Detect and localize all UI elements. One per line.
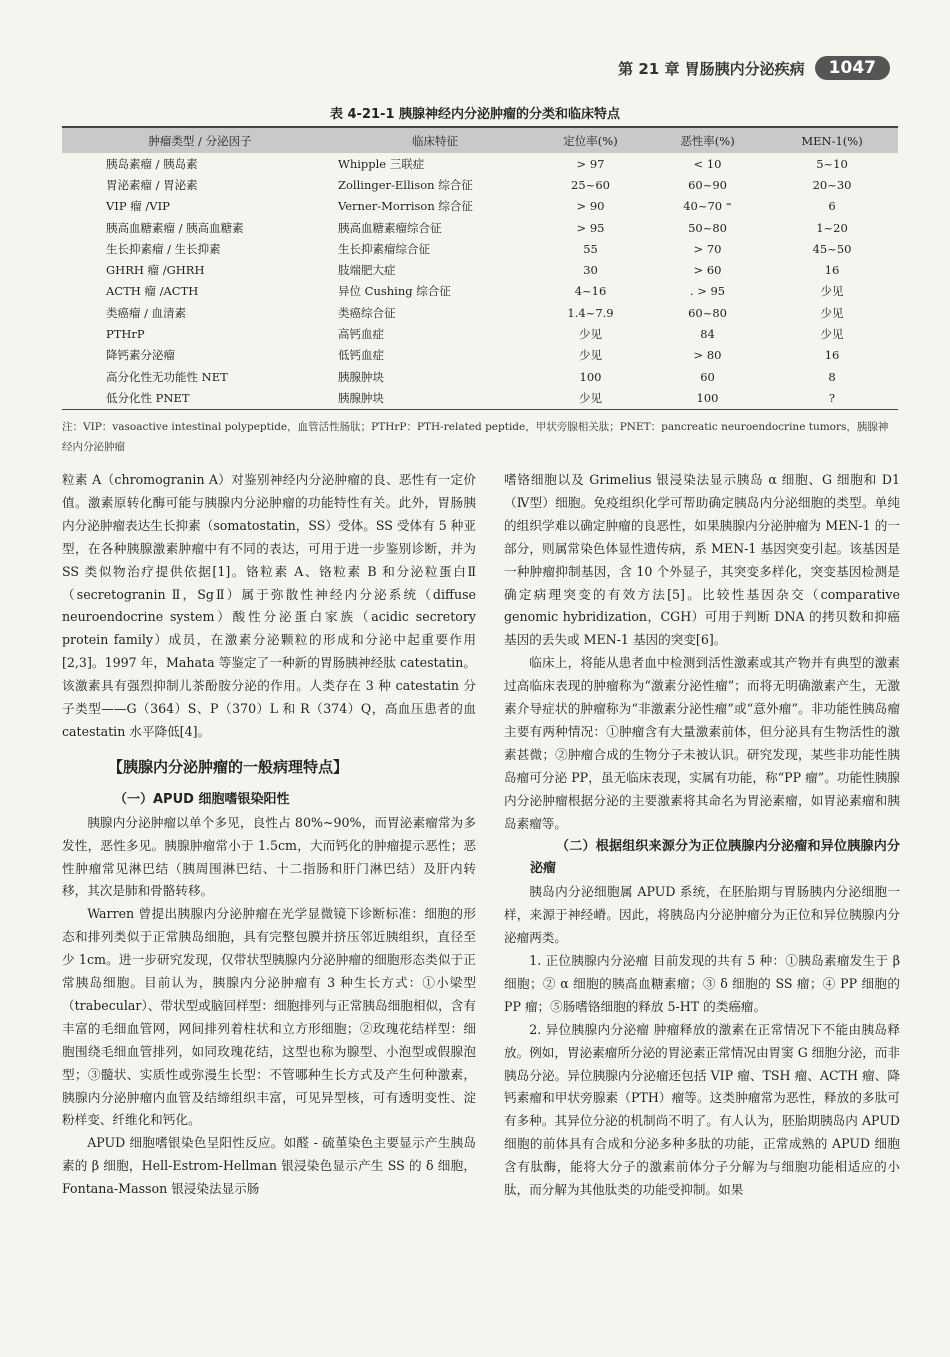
table-cell: 50~80 — [688, 220, 727, 235]
table-cell: 少见 — [532, 387, 649, 409]
table-cell: 4~16 — [574, 284, 607, 299]
subsection-heading: （一）APUD 细胞嗜银染阳性 — [114, 791, 290, 807]
table-cell: GHRH 瘤 /GHRH — [106, 263, 205, 278]
table-cell: 高分化性无功能性 NET — [106, 369, 228, 384]
table-cell: Whipple 三联症 — [338, 156, 425, 171]
table-cell: 胰腺肿块 — [338, 387, 532, 409]
table-caption: 表 4-21-1 胰腺神经内分泌肿瘤的分类和临床特点 — [329, 107, 621, 122]
left-column — [62, 469, 476, 1201]
table-cell: Zollinger-Ellison 综合征 — [338, 177, 473, 192]
table-cell: > 60 — [693, 263, 722, 278]
paragraph: APUD 细胞嗜银染色呈阳性反应。如醛 - 硫堇染色主要显示产生胰岛素的 β 细胞，Hell-Estrom-Hellman 银浸染色显示产生 SS 的 δ 细胞，Fontana-Masson 银浸染法显示肠 — [62, 1135, 476, 1197]
table-cell: 5~10 — [816, 156, 848, 171]
table-row — [62, 153, 898, 174]
table-cell: 少见 — [820, 327, 844, 342]
table-cell: 异位 Cushing 综合征 — [338, 284, 451, 299]
table-cell: 1~20 — [816, 220, 848, 235]
table-cell: 6 — [828, 199, 836, 214]
table-cell: 55 — [583, 241, 598, 256]
table-cell: 类癌综合征 — [338, 305, 396, 320]
classification-table — [62, 126, 898, 410]
table-cell: 胰高血糖素瘤 / 胰高血糖素 — [106, 220, 244, 235]
right-column — [504, 469, 900, 1202]
table-cell: 少见 — [579, 327, 602, 342]
table-cell: 25~60 — [571, 177, 610, 192]
table-cell: 低分化性 PNET — [62, 387, 338, 409]
table-row — [62, 196, 898, 217]
subsection-heading: （二）根据组织来源分为正位胰腺内分泌瘤和异位胰腺内分泌瘤 — [530, 838, 900, 877]
table-cell: 60 — [700, 369, 715, 384]
table-cell: Verner-Morrison 综合征 — [338, 199, 473, 214]
table-row — [62, 323, 898, 344]
table-cell: 胰岛素瘤 / 胰岛素 — [106, 156, 198, 171]
table-cell: 胃泌素瘤 / 胃泌素 — [106, 177, 198, 192]
table-cell: > 90 — [576, 199, 605, 214]
table-cell: 胰腺肿块 — [338, 369, 384, 384]
paragraph: 胰腺内分泌肿瘤以单个多见，良性占 80%~90%，而胃泌素瘤常为多发性，恶性多见。胰腺肿瘤常小于 1.5cm，大而钙化的肿瘤提示恶性；恶性肿瘤常见淋巴结（胰周围淋巴结、十二指肠和肝门淋巴结）及肝内转移，其次是肺和骨骼转移。 — [62, 814, 476, 899]
table-cell: 60~90 — [688, 177, 727, 192]
table-row — [62, 217, 898, 238]
paragraph: 2. 异位胰腺内分泌瘤 肿瘤释放的激素在正常情况下不能由胰岛释放。例如，胃泌素瘤所分泌的胃泌素正常情况由胃窦 G 细胞分泌，而非胰岛分泌。异位胰腺内分泌瘤还包括 VIP 瘤、TSH 瘤、ACTH 瘤、降钙素瘤和甲状旁腺素（PTH）瘤等。这类肿瘤常为恶性，释放的多肽可有多种。其异位分泌的机制尚不明了。有人认为，胚胎期胰岛内 APUD 细胞的前体具有合成和分泌多种多肽的功能，正常成熟的 APUD 细胞含有肽酶，能将大分子的激素前体分子分解为与细胞功能相适应的小肽，而分解为其他肽类的功能受抑制。如果 — [504, 1021, 900, 1198]
table-cell: > 70 — [693, 241, 722, 256]
table-cell: 少见 — [820, 305, 844, 320]
table-cell: 少见 — [820, 284, 844, 299]
table-cell: 100 — [649, 387, 766, 409]
table-cell: 84 — [700, 327, 715, 342]
table-cell: 1.4~7.9 — [567, 305, 614, 320]
table-row — [62, 366, 898, 387]
table-cell: > 97 — [576, 156, 605, 171]
table-cell: 降钙素分泌瘤 — [106, 348, 175, 363]
table-cell: 16 — [824, 263, 840, 278]
table-row — [62, 259, 898, 280]
table-cell: VIP 瘤 /VIP — [106, 199, 170, 214]
col-header-clinical: 临床特征 — [338, 127, 532, 153]
col-header-tumor-type: 肿瘤类型 / 分泌因子 — [62, 127, 338, 153]
table-cell: 8 — [828, 369, 836, 384]
chapter-title: 第 21 章 胃肠胰内分泌疾病 — [618, 59, 805, 78]
table-cell: 生长抑素瘤 / 生长抑素 — [106, 241, 221, 256]
table-cell: . > 95 — [689, 284, 726, 299]
table-row — [62, 281, 898, 302]
table-row — [62, 238, 898, 259]
table-cell: 16 — [824, 348, 840, 363]
table-header-row — [62, 127, 898, 153]
table-cell: 30 — [583, 263, 598, 278]
table-cell: 类癌瘤 / 血清素 — [106, 305, 187, 320]
table-cell: 高钙血症 — [338, 327, 384, 342]
col-header-men1: MEN-1(%) — [766, 127, 898, 153]
table-cell: 胰高血糖素瘤综合征 — [338, 220, 442, 235]
paragraph: 临床上，将能从患者血中检测到活性激素或其产物并有典型的激素过高临床表现的肿瘤称为“激素分泌性瘤”；而将无明确激素产生，无激素介导症状的肿瘤称为“非激素分泌性瘤”或“意外瘤”。非功能性胰岛瘤主要有两种情况：①肿瘤含有大量激素前体，但分泌具有生物活性的激素甚微；②肿瘤合成的生物分子未被认识。研究发现，某些非功能性胰岛瘤可分泌 PP，虽无临床表现，实属有功能，称“PP 瘤”。功能性胰腺内分泌肿瘤根据分泌的主要激素将其命名为胃泌素瘤，如胃泌素瘤和胰岛素瘤等。 — [504, 655, 900, 831]
table-cell: 肢端肥大症 — [338, 263, 396, 278]
table-cell: > 95 — [576, 220, 605, 235]
paragraph: 胰岛内分泌细胞属 APUD 系统，在胚胎期与胃肠胰内分泌细胞一样，来源于神经嵴。因此，将胰岛内分泌肿瘤分为正位和异位胰腺内分泌瘤两类。 — [504, 884, 900, 946]
paragraph: 嗜铬细胞以及 Grimelius 银浸染法显示胰岛 α 细胞、G 细胞和 D1（Ⅳ型）细胞。免疫组织化学可帮助确定胰岛内分泌细胞的类型。单纯的组织学难以确定肿瘤的良恶性，如果胰腺内分泌肿瘤为 MEN-1 的一部分，则属常染色体显性遗传病，系 MEN-1 基因突变引起。该基因是一种肿瘤抑制基因，含 10 个外显子，其突变多样化，突变基因检测是确定病理突变的有效方法[5]。比较性基因杂交（comparative genomic hybridization，CGH）可用于判断 DNA 的拷贝数和抑癌基因的丢失或 MEN-1 基因的突变[6]。 — [504, 472, 900, 648]
table-cell: ? — [766, 387, 898, 409]
table-cell: 40~70 ⁼ — [683, 199, 732, 214]
table-cell: ACTH 瘤 /ACTH — [106, 284, 199, 299]
table-cell: 100 — [579, 369, 602, 384]
table-row — [62, 302, 898, 323]
table-cell: > 80 — [693, 348, 722, 363]
col-header-malignancy: 恶性率(%) — [649, 127, 766, 153]
table-row — [62, 174, 898, 195]
col-header-localization: 定位率(%) — [532, 127, 649, 153]
table-cell: 少见 — [579, 348, 602, 363]
table-cell: 20~30 — [812, 177, 852, 192]
table-cell: 低钙血症 — [338, 348, 384, 363]
running-header — [618, 56, 890, 80]
section-heading: 【胰腺内分泌肿瘤的一般病理特点】 — [108, 757, 349, 776]
table-cell: PTHrP — [106, 327, 145, 342]
paragraph: Warren 曾提出胰腺内分泌肿瘤在光学显微镜下诊断标准：细胞的形态和排列类似于正常胰岛细胞，具有完整包膜并挤压邻近胰组织，直径至少 1cm。进一步研究发现，仅带状型胰腺内分泌肿瘤的细胞形态类似于正常胰岛细胞。目前认为，胰腺内分泌肿瘤有 3 种生长方式：①小梁型（trabecular）、带状型或脑回样型：细胞排列与正常胰岛细胞相似，含有丰富的毛细血管网，网间排列着柱状和立方形细胞；②玫瑰花结样型：细胞围绕毛细血管排列，如同玫瑰花结，这型也称为腺型、小泡型或假腺泡型；③髓状、实质性或弥漫生长型：不管哪种生长方式及产生何种激素，胰腺内分泌肿瘤内血管及结缔组织丰富，可见异型核，可有透明变性、淀粉样变、纤维化和钙化。 — [62, 906, 476, 1128]
table-row — [62, 387, 898, 409]
table-cell: 45~50 — [812, 241, 852, 256]
table-cell: < 10 — [693, 156, 722, 171]
paragraph: 粒素 A（chromogranin A）对鉴别神经内分泌肿瘤的良、恶性有一定价值。激素原转化酶可能与胰腺内分泌肿瘤的功能特性有关。此外，胃肠胰内分泌肿瘤表达生长抑素（somatostatin，SS）受体。SS 受体有 5 种亚型，在各种胰腺激素肿瘤中有不同的表达，可用于进一步鉴别诊断，并为 SS 类似物治疗提供依据[1]。铬粒素 A、铬粒素 B 和分泌粒蛋白Ⅱ（secretogranin Ⅱ，SgⅡ）属于弥散性神经内分泌系统（diffuse neuroendocrine system）酸性分泌蛋白家族（acidic secretory protein family）成员，在激素分泌颗粒的形成和分泌中起重要作用[2,3]。1997 年，Mahata 等鉴定了一种新的胃肠胰神经肽 catestatin。该激素具有强烈抑制儿茶酚胺分泌的作用。人类存在 3 种 catestatin 分子类型——G（364）S、P（370）L 和 R（374）Q，高血压患者的血 catestatin 水平降低[4]。 — [62, 472, 476, 739]
table-note: 注：VIP：vasoactive intestinal polypeptide，血管活性肠肽；PTHrP：PTH-related peptide，甲状旁腺相关肽；PNET：pancreatic neuroendocrine tumors，胰腺神经内分泌肿瘤 — [62, 421, 889, 453]
table-cell: 生长抑素瘤综合征 — [338, 241, 430, 256]
table-cell: 60~80 — [688, 305, 727, 320]
page-number: 1047 — [815, 56, 890, 80]
table-row — [62, 345, 898, 366]
paragraph: 1. 正位胰腺内分泌瘤 目前发现的共有 5 种：①胰岛素瘤发生于 β 细胞；② α 细胞的胰高血糖素瘤；③ δ 细胞的 SS 瘤；④ PP 细胞的 PP 瘤；⑤肠嗜铬细胞的释放 5-HT 的类癌瘤。 — [504, 953, 900, 1014]
